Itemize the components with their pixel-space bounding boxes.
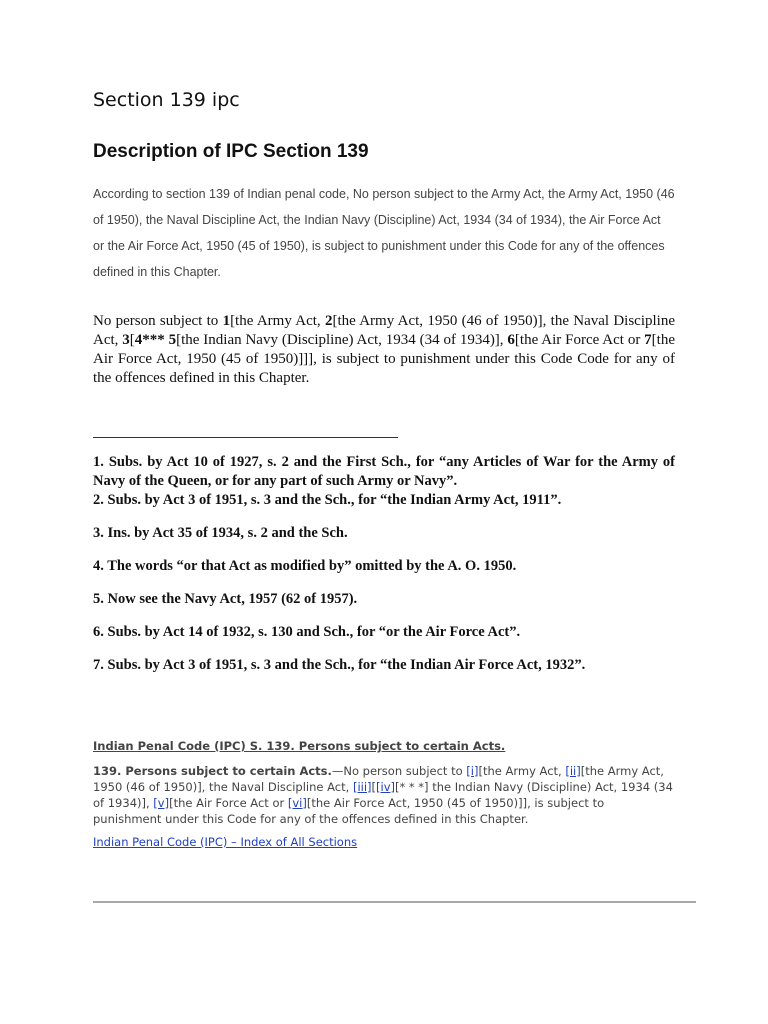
ipc-section-heading: Indian Penal Code (IPC) S. 139. Persons subject to certain Acts. [93,739,506,753]
footnote-5: 5. Now see the Navy Act, 1957 (62 of 1957). [93,591,358,607]
ipc-section-lead: 139. Persons subject to certain Acts. [93,764,332,778]
footnote-7: 7. Subs. by Act 3 of 1951, s. 3 and the Sch., for “the Indian Air Force Act, 1932”. [93,657,586,673]
description-heading: Description of IPC Section 139 [93,141,369,162]
footnote-3: 3. Ins. by Act 35 of 1934, s. 2 and the Sch. [93,525,348,541]
ipc-text: [ [371,780,377,794]
ipc-text: [* * *] the Indian Navy (Discipline) Act, 1934 (34 of 1934)], [93,780,673,810]
footnote-link-ii[interactable]: [ii] [565,764,581,778]
footnote-marker: 6 [507,332,515,348]
footnote-1: 1. Subs. by Act 10 of 1927, s. 2 and the First Sch., for “any Articles of War for the Army of Navy of the Queen, or for any part of such Army or Navy”. [93,454,675,489]
description-paragraph: According to section 139 of Indian penal code, No person subject to the Army Act, the Army Act, 1950 (46 of 1950), the Naval Discipline Act, the Indian Navy (Discipline) Act, 1934 (34 of 1934), the Air Force Act or the Air Force Act, 1950 (45 of 1950), is subject to punishment under this Code for any of the offences defined in this Chapter. [93,187,675,279]
act-text: [the Air Force Act or [514,332,645,348]
ipc-text: —No person subject to [331,764,467,778]
footnote-link-i[interactable]: [i] [466,764,479,778]
footnotes-list [93,453,675,675]
footnote-separator [93,437,398,438]
footnote-marker: 4*** [134,332,165,348]
ipc-text: [the Air Force Act or [169,796,288,810]
act-text: [ [129,332,135,348]
footnote-marker: 1 [222,313,231,329]
act-text: [the Indian Navy (Discipline) Act, 1934 (34 of 1934)], [176,332,508,348]
ipc-section-paragraph [93,763,675,827]
act-text: [the Air Force Act, 1950 (45 of 1950)]]], is subject to punishment under this Code Code for any of the offences defined in this Chapter. [93,332,675,386]
footnote-2: 2. Subs. by Act 3 of 1951, s. 3 and the Sch., for “the Indian Army Act, 1911”. [93,492,562,508]
footnote-link-vi[interactable]: [vi] [287,796,307,810]
ipc-index-link[interactable]: Indian Penal Code (IPC) – Index of All Sections [93,835,358,849]
footnote-marker: 7 [644,332,652,348]
ipc-section-block [93,739,675,849]
footnote-marker: 3 [122,332,130,348]
footnote-marker: 5 [168,332,177,348]
footnote-4: 4. The words “or that Act as modified by” omitted by the A. O. 1950. [93,558,517,574]
ipc-text: [the Army Act, [478,764,566,778]
document-title: Section 139 ipc [93,89,240,111]
act-text: [the Army Act, [230,313,325,329]
ipc-text: [the Air Force Act, 1950 (45 of 1950)]], is subject to punishment under this Code for any of the offences defined in this Chapter. [93,796,605,826]
bottom-divider [93,901,696,903]
act-text: [the Army Act, 1950 (46 of 1950)], the Naval Discipline Act, [93,313,675,348]
act-text-paragraph [93,312,675,388]
ipc-text: [the Army Act, 1950 (46 of 1950)], the Naval Discipline Act, [93,764,664,794]
act-text: No person subject to [93,313,223,329]
footnote-6: 6. Subs. by Act 14 of 1932, s. 130 and Sch., for “or the Air Force Act”. [93,624,521,640]
footnote-link-v[interactable]: [v] [153,796,170,810]
footnote-link-iv[interactable]: [iv] [376,780,395,794]
footnote-link-iii[interactable]: [iii] [352,780,372,794]
footnote-marker: 2 [324,313,333,329]
